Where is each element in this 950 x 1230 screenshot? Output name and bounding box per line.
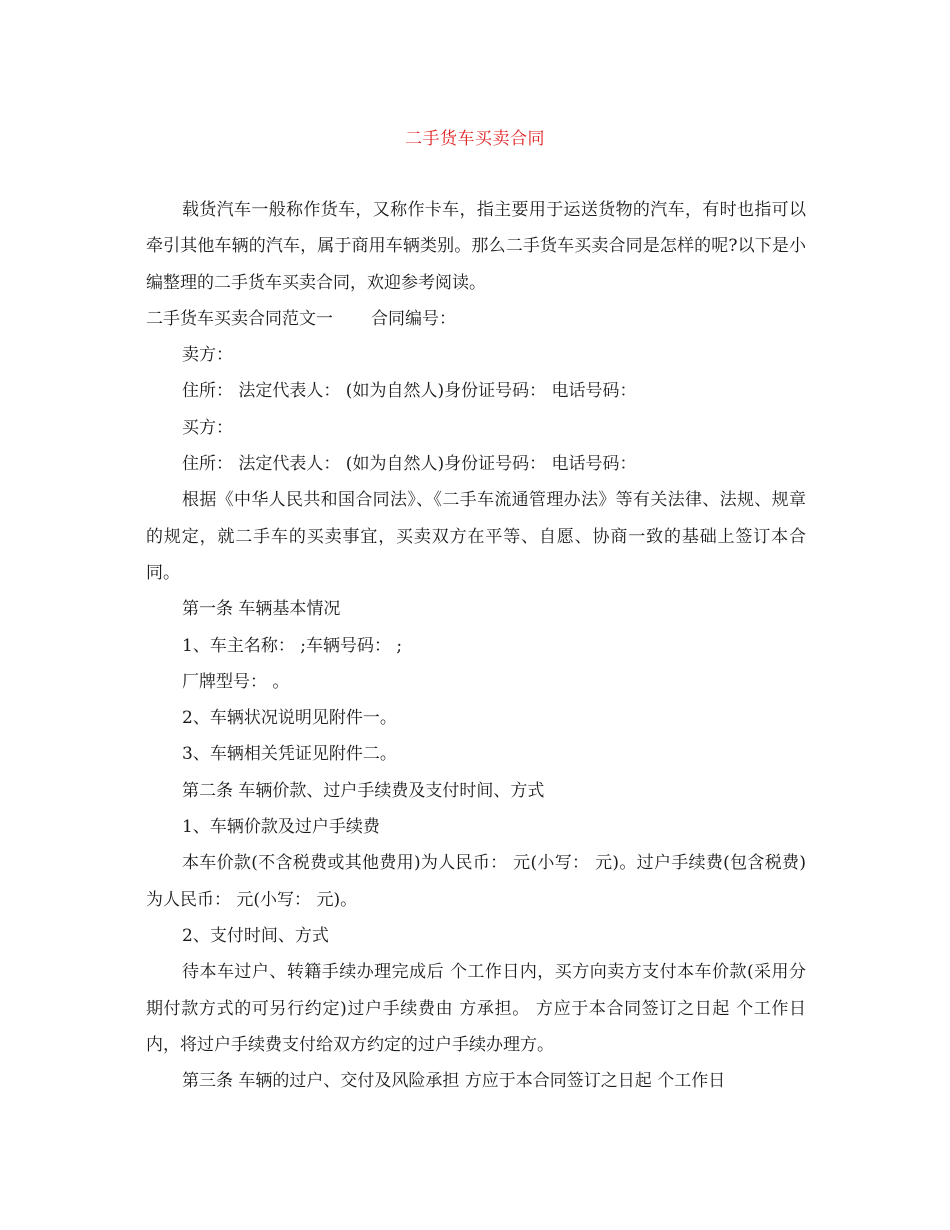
- article-2-price: 本车价款(不含税费或其他费用)为人民币： 元(小写： 元)。过户手续费(包含税费)为人民币： 元(小写： 元)。: [146, 853, 806, 910]
- seller-info: 住所： 法定代表人： (如为自然人)身份证号码： 电话号码：: [182, 381, 637, 402]
- buyer-label: 买方：: [182, 417, 233, 438]
- article-2-item-1: 1、车辆价款及过户手续费: [182, 817, 380, 838]
- contract-number-label: 合同编号：: [371, 308, 456, 329]
- document-body: [146, 192, 806, 1099]
- section-heading-line: [146, 301, 806, 337]
- article-2-payment: 待本车过户、转籍手续办理完成后 个工作日内，买方向卖方支付本车价款(采用分期付款方式的可另行约定)过户手续费由 方承担。 方应于本合同签订之日起 个工作日内，将过户手续费支付给双方约定的过户手续办理方。: [146, 962, 806, 1055]
- section-heading: 二手货车买卖合同范文一: [146, 308, 333, 329]
- article-1-heading: 第一条 车辆基本情况: [182, 599, 341, 620]
- article-1-brand: 厂牌型号： 。: [182, 671, 290, 692]
- document-title: 二手货车买卖合同: [405, 129, 545, 149]
- article-3-heading: 第三条 车辆的过户、交付及风险承担 方应于本合同签订之日起 个工作日: [182, 1071, 726, 1092]
- article-1-item-3: 3、车辆相关凭证见附件二。: [182, 744, 397, 765]
- intro-paragraph: 载货汽车一般称作货车，又称作卡车，指主要用于运送货物的汽车，有时也指可以牵引其他车辆的汽车，属于商用车辆类别。那么二手货车买卖合同是怎样的呢?以下是小编整理的二手货车买卖合同，欢迎参考阅读。: [146, 200, 806, 293]
- article-1-item-2: 2、车辆状况说明见附件一。: [182, 708, 397, 729]
- article-2-heading: 第二条 车辆价款、过户手续费及支付时间、方式: [182, 780, 545, 801]
- article-2-item-2: 2、支付时间、方式: [182, 925, 329, 946]
- buyer-info: 住所： 法定代表人： (如为自然人)身份证号码： 电话号码：: [182, 454, 637, 475]
- seller-label: 卖方：: [182, 345, 233, 366]
- article-1-item-1: 1、车主名称： ;车辆号码： ;: [182, 635, 403, 656]
- basis-paragraph: 根据《中华人民共和国合同法》、《二手车流通管理办法》等有关法律、法规、规章的规定，就二手车的买卖事宜，买卖双方在平等、自愿、协商一致的基础上签订本合同。: [146, 490, 806, 583]
